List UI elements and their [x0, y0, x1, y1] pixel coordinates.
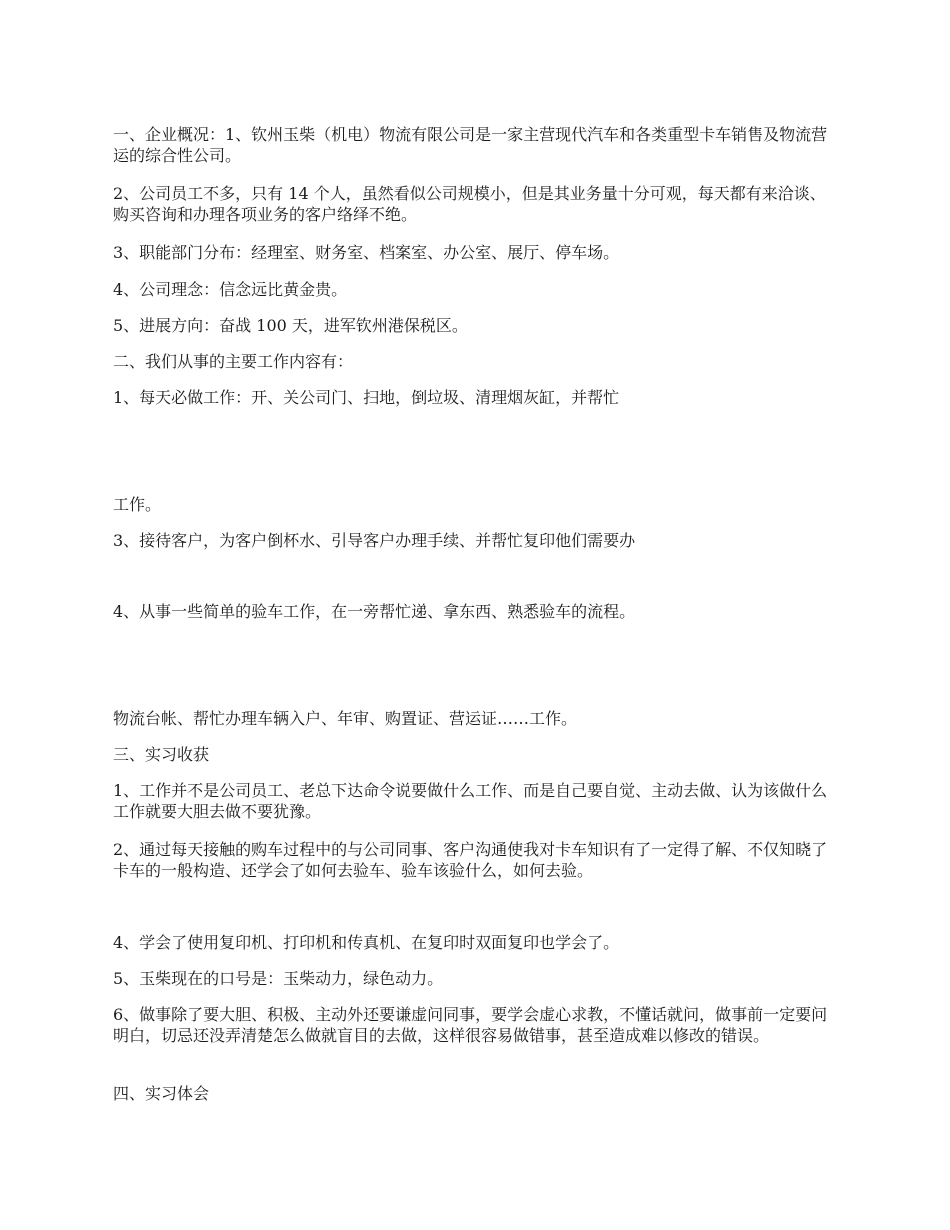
paragraph-direction: 5、进展方向：奋战 100 天，进军钦州港保税区。: [113, 316, 468, 335]
paragraph-company-overview: 一、企业概况：1、钦州玉柴（机电）物流有限公司是一家主营现代汽车和各类重型卡车销售及物流营运的综合性公司。: [113, 125, 828, 165]
paragraph-staff: 2、公司员工不多，只有 14 个人，虽然看似公司规模小，但是其业务量十分可观，每天都有来洽谈、购买咨询和办理各项业务的客户络绎不绝。: [113, 184, 826, 224]
paragraph-inspection: 4、从事一些简单的验车工作，在一旁帮忙递、拿东西、熟悉验车的流程。: [113, 602, 636, 621]
paragraph-reception: 3、接待客户，为客户倒杯水、引导客户办理手续、并帮忙复印他们需要办: [113, 531, 636, 550]
section-heading-gains: 三、实习收获: [113, 745, 210, 764]
section-heading-work: 二、我们从事的主要工作内容有：: [113, 352, 354, 371]
paragraph-gain-6: 6、做事除了要大胆、积极、主动外还要谦虚问同事，要学会虚心求教，不懂话就问，做事前一定要问明白，切忌还没弄清楚怎么做就盲目的去做，这样很容易做错事，甚至造成难以修改的错误。: [113, 1005, 828, 1045]
paragraph-logistics: 物流台帐、帮忙办理车辆入户、年审、购置证、营运证……工作。: [113, 709, 578, 728]
section-heading-experience: 四、实习体会: [113, 1084, 210, 1103]
paragraph-work-end: 工作。: [113, 495, 162, 514]
paragraph-gain-2: 2、通过每天接触的购车过程中的与公司同事、客户沟通使我对卡车知识有了一定得了解、不仅知晓了卡车的一般构造、还学会了如何去验车、验车该验什么，如何去验。: [113, 840, 828, 880]
paragraph-departments: 3、职能部门分布：经理室、财务室、档案室、办公室、展厅、停车场。: [113, 243, 620, 262]
paragraph-gain-1: 1、工作并不是公司员工、老总下达命令说要做什么工作、而是自己要自觉、主动去做、认为该做什么工作就要大胆去做不要犹豫。: [113, 781, 828, 821]
paragraph-philosophy: 4、公司理念：信念远比黄金贵。: [113, 280, 348, 299]
paragraph-gain-5: 5、玉柴现在的口号是：玉柴动力，绿色动力。: [113, 969, 444, 988]
paragraph-gain-4: 4、学会了使用复印机、打印机和传真机、在复印时双面复印也学会了。: [113, 933, 620, 952]
paragraph-daily-work: 1、每天必做工作：开、关公司门、扫地，倒垃圾、清理烟灰缸，并帮忙: [113, 388, 620, 407]
